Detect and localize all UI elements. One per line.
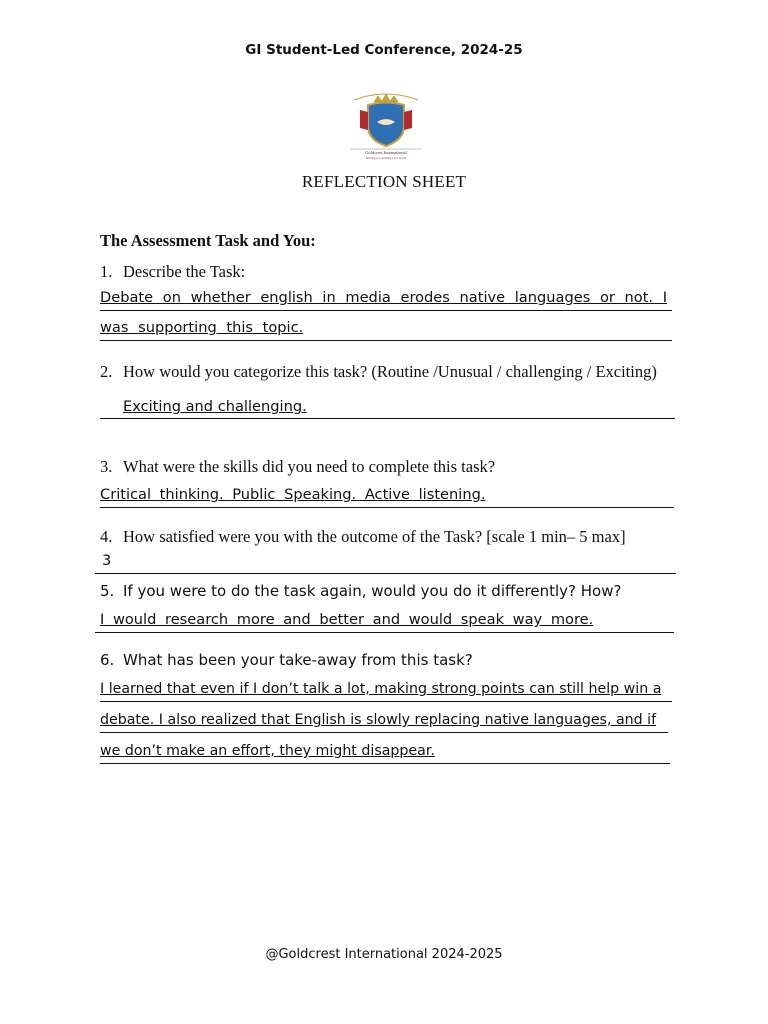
answer-text: debate. I also realized that English is slowly replacing native languages, and if	[100, 712, 657, 728]
question-6	[100, 651, 680, 670]
answer-line[interactable]	[95, 610, 674, 633]
answer-text: I learned that even if I don’t talk a lot, making strong points can still help win a	[100, 681, 662, 697]
question-number: 5.	[100, 582, 115, 600]
answer-underline	[100, 418, 675, 419]
conference-title: GI Student-Led Conference, 2024-25	[245, 42, 523, 58]
question-text: How satisfied were you with the outcome of the Task? [scale 1 min– 5 max]	[123, 527, 626, 546]
answer-line[interactable]	[100, 318, 672, 341]
sheet-title: REFLECTION SHEET	[301, 172, 467, 191]
question-text: How would you categorize this task? (Routine /Unusual / challenging / Exciting)	[123, 362, 657, 381]
answer-text: was supporting this topic.	[100, 319, 304, 336]
question-number: 6.	[100, 651, 115, 669]
logo-name: Goldcrest International	[365, 150, 407, 155]
answer-line[interactable]	[100, 485, 674, 508]
answer-text: Exciting and challenging.	[123, 398, 307, 415]
question-number: 4.	[100, 527, 113, 546]
answer-line[interactable]	[123, 397, 675, 419]
answer-text: 3	[102, 552, 112, 569]
answer-line[interactable]	[100, 288, 672, 311]
answer-text: we don’t make an effort, they might disappear.	[100, 743, 435, 759]
question-3	[100, 457, 680, 476]
answer-line[interactable]	[100, 710, 668, 733]
question-text: What were the skills did you need to complete this task?	[123, 457, 496, 476]
question-text: If you were to do the task again, would you do it differently? How?	[123, 582, 622, 600]
answer-line[interactable]	[100, 741, 670, 764]
question-number: 3.	[100, 457, 113, 476]
question-2	[100, 362, 680, 381]
question-number: 2.	[100, 362, 113, 381]
section-heading: The Assessment Task and You:	[100, 231, 316, 250]
question-4	[100, 527, 680, 546]
answer-text: I would research more and better and would speak way more.	[100, 611, 594, 628]
question-1	[100, 262, 680, 281]
question-text: Describe the Task:	[123, 262, 246, 281]
answer-text: Debate on whether english in media erodes native languages or not. I	[100, 289, 667, 306]
page-footer: @Goldcrest International 2024-2025	[265, 947, 503, 962]
question-number: 1.	[100, 262, 113, 281]
goldcrest-logo	[344, 90, 428, 160]
question-5	[100, 582, 680, 601]
answer-text: Critical thinking. Public Speaking. Active listening.	[100, 486, 486, 503]
answer-line[interactable]	[95, 551, 676, 574]
answer-line[interactable]	[100, 679, 672, 702]
question-text: What has been your take-away from this task?	[123, 651, 473, 669]
logo-motto: Striving for excellence in a world	[365, 156, 407, 160]
